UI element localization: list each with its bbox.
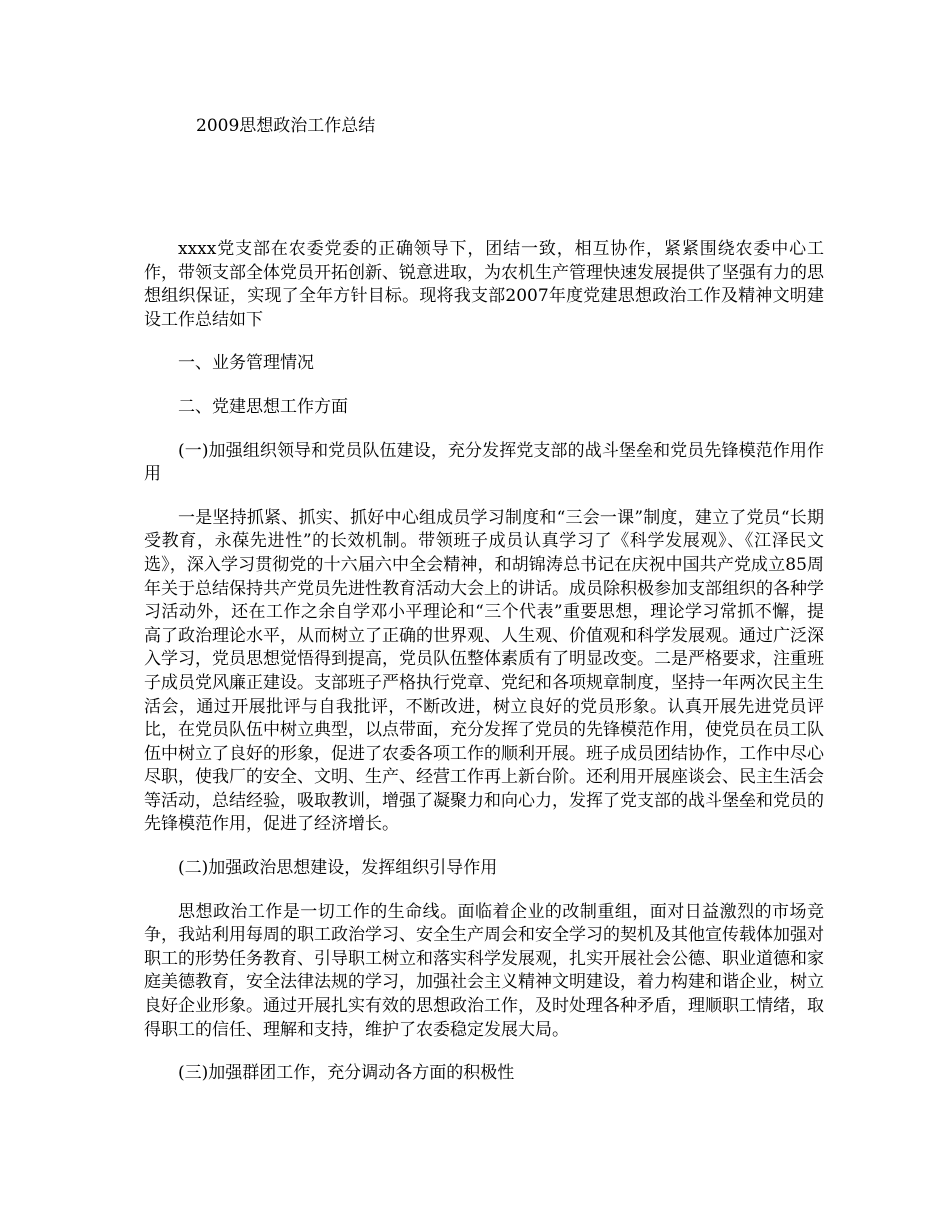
document-title: 2009思想政治工作总结	[196, 116, 376, 136]
subsection-heading-2: (二)加强政治思想建设，发挥组织引导作用	[178, 858, 498, 879]
subsection-heading-1: (一)加强组织领导和党员队伍建设，充分发挥党支部的战斗堡垒和党员先锋模范作用作用	[144, 440, 824, 485]
subsection-heading-3: (三)加强群团工作，充分调动各方面的积极性	[178, 1063, 515, 1084]
section-heading-party: 二、党建思想工作方面	[178, 396, 348, 417]
subsection-body-2: 思想政治工作是一切工作的生命线。面临着企业的改制重组，面对日益激烈的市场竞争，我站利用每周的职工政治学习、安全生产周会和安全学习的契机及其他宣传载体加强对职工的形势任务教育、引导职工树立和落实科学发展观，扎实开展社会公德、职业道德和家庭美德教育，安全法律法规的学习，加强社会主义精神文明建设，着力构建和谐企业，树立良好企业形象。通过开展扎实有效的思想政治工作，及时处理各种矛盾，理顺职工情绪，取得职工的信任、理解和支持，维护了农委稳定发展大局。	[144, 901, 824, 1040]
document-body	[144, 238, 824, 1106]
intro-paragraph: xxxx党支部在农委党委的正确领导下，团结一致，相互协作，紧紧围绕农委中心工作，带领支部全体党员开拓创新、锐意进取，为农机生产管理快速发展提供了坚强有力的思想组织保证，实现了全年方针目标。现将我支部2007年度党建思想政治工作及精神文明建设工作总结如下	[144, 239, 824, 330]
section-heading-business: 一、业务管理情况	[178, 353, 314, 374]
subsection-body-1: 一是坚持抓紧、抓实、抓好中心组成员学习制度和“三会一课”制度，建立了党员“长期受教育，永葆先进性”的长效机制。带领班子成员认真学习了《科学发展观》、《江泽民文选》，深入学习贯彻党的十六届六中全会精神，和胡锦涛总书记在庆祝中国共产党成立85周年关于总结保持共产党员先进性教育活动大会上的讲话。成员除积极参加支部组织的各种学习活动外，还在工作之余自学邓小平理论和“三个代表”重要思想，理论学习常抓不懈，提高了政治理论水平，从而树立了正确的世界观、人生观、价值观和科学发展观。通过广泛深入学习，党员思想觉悟得到提高，党员队伍整体素质有了明显改变。二是严格要求，注重班子成员党风廉正建设。支部班子严格执行党章、党纪和各项规章制度，坚持一年两次民主生活会，通过开展批评与自我批评，不断改进，树立良好的党员形象。认真开展先进党员评比，在党员队伍中树立典型，以点带面，充分发挥了党员的先锋模范作用，使党员在员工队伍中树立了良好的形象，促进了农委各项工作的顺利开展。班子成员团结协作，工作中尽心尽职，使我厂的安全、文明、生产、经营工作再上新台阶。还利用开展座谈会、民主生活会等活动，总结经验，吸取教训，增强了凝聚力和向心力，发挥了党支部的战斗堡垒和党员的先锋模范作用，促进了经济增长。	[144, 507, 824, 835]
